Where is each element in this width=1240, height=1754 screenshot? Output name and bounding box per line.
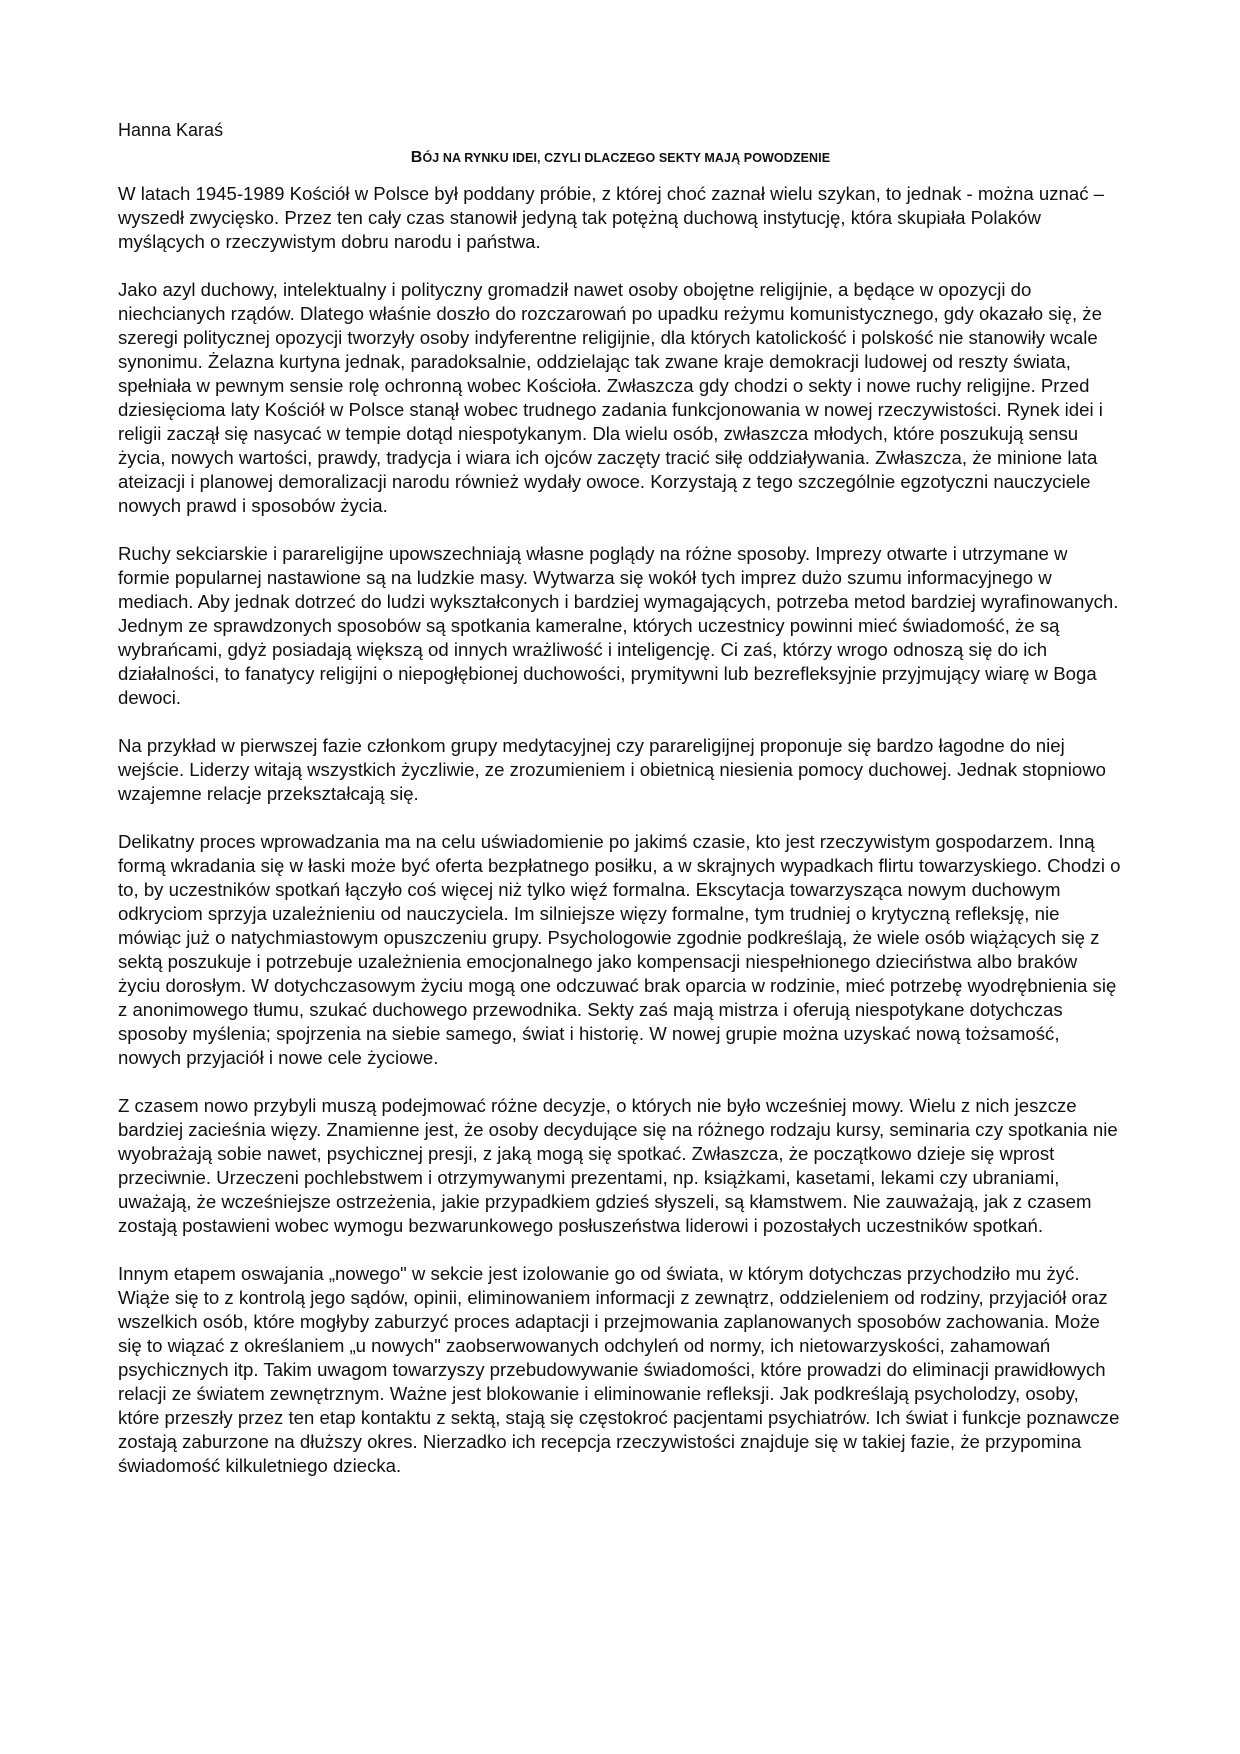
- author-name: Hanna Karaś: [118, 120, 224, 140]
- paragraph-6: Z czasem nowo przybyli muszą podejmować różne decyzje, o których nie było wcześniej mowy. Wielu z nich jeszcze bardziej zacieśnia więzy. Znamienne jest, że osoby decydujące się na różnego rodzaju kursy, seminaria czy spotkania nie wyobrażają sobie nawet, psychicznej presji, z jaką mogą się spotkać. Zwłaszcza, że początkowo dzieje się wprost przeciwnie. Urzeczeni pochlebstwem i otrzymywanymi prezentami, np. książkami, kasetami, lekami czy ubraniami, uważają, że wcześniejsze ostrzeżenia, jakie przypadkiem gdzieś słyszeli, są kłamstwem. Nie zauważają, jak z czasem zostają postawieni wobec wymogu bezwarunkowego posłuszeństwa liderowi i pozostałych uczestników spotkań.: [118, 1095, 1118, 1236]
- paragraph-7: Innym etapem oswajania „nowego" w sekcie jest izolowanie go od świata, w którym dotychczas przychodziło mu żyć. Wiąże się to z kontrolą jego sądów, opinii, eliminowaniem informacji z zewnątrz, oddzieleniem od rodziny, przyjaciół oraz wszelkich osób, które mogłyby zaburzyć proces adaptacji i przejmowania zaplanowanych sposobów zachowania. Może się to wiązać z określaniem „u nowych" zaobserwowanych odchyleń od normy, ich nietowarzyskości, zahamowań psychicznych itp. Takim uwagom towarzyszy przebudowywanie świadomości, które prowadzi do eliminacji prawidłowych relacji ze światem zewnętrznym. Ważne jest blokowanie i eliminowanie refleksji. Jak podkreślają psycholodzy, osoby, które przeszły przez ten etap kontaktu z sektą, stają się częstokroć pacjentami psychiatrów. Ich świat i funkcje poznawcze zostają zaburzone na dłuższy okres. Nierzadko ich recepcja rzeczywistości znajduje się w takiej fazie, że przypomina świadomość kilkuletniego dziecka.: [118, 1263, 1120, 1476]
- paragraph-5: Delikatny proces wprowadzania ma na celu uświadomienie po jakimś czasie, kto jest rzeczywistym gospodarzem. Inną formą wkradania się w łaski może być oferta bezpłatnego posiłku, a w skrajnych wypadkach flirtu towarzyskiego. Chodzi o to, by uczestników spotkań łączyło coś więcej niż tylko więź formalna. Ekscytacja towarzysząca nowym duchowym odkryciom sprzyja uzależnieniu od nauczyciela. Im silniejsze więzy formalne, tym trudniej o krytyczną refleksję, nie mówiąc już o natychmiastowym opuszczeniu grupy. Psychologowie zgodnie podkreślają, że wiele osób wiążących się z sektą poszukuje i potrzebuje uzależnienia emocjonalnego jako kompensacji niespełnionego dzieciństwa albo braków życiu dorosłym. W dotychczasowym życiu mogą one odczuwać brak oparcia w rodzinie, mieć potrzebę wyodrębnienia się z anonimowego tłumu, szukać duchowego przewodnika. Sekty zaś mają mistrza i oferują niespotykane dotychczas sposoby myślenia; spojrzenia na siebie samego, świat i historię. W nowej grupie można uzyskać nową tożsamość, nowych przyjaciół i nowe cele życiowe.: [118, 831, 1121, 1068]
- paragraph-1: W latach 1945-1989 Kościół w Polsce był poddany próbie, z której choć zaznał wielu szykan, to jednak - można uznać – wyszedł zwycięsko. Przez ten cały czas stanowił jedyną tak potężną duchową instytucję, która skupiała Polaków myślących o rzeczywistym dobru narodu i państwa.: [118, 183, 1104, 252]
- document-body: [118, 118, 1123, 1502]
- paragraph-2: Jako azyl duchowy, intelektualny i polityczny gromadził nawet osoby obojętne religijnie, a będące w opozycji do niechcianych rządów. Dlatego właśnie doszło do rozczarowań po upadku reżymu komunistycznego, gdy okazało się, że szeregi politycznej opozycji tworzyły osoby indyferentne religijnie, dla których katolickość i polskość nie stanowiły wcale synonimu. Żelazna kurtyna jednak, paradoksalnie, oddzielając tak zwane kraje demokracji ludowej od reszty świata, spełniała w pewnym sensie rolę ochronną wobec Kościoła. Zwłaszcza gdy chodzi o sekty i nowe ruchy religijne. Przed dziesięcioma laty Kościół w Polsce stanął wobec trudnego zadania funkcjonowania w nowej rzeczywistości. Rynek idei i religii zaczął się nasycać w tempie dotąd niespotykanym. Dla wielu osób, zwłaszcza młodych, które poszukują sensu życia, nowych wartości, prawdy, tradycja i wiara ich ojców zaczęty tracić siłę oddziaływania. Zwłaszcza, że minione lata ateizacji i planowej demoralizacji narodu również wydały owoce. Korzystają z tego szczególnie egzotyczni nauczyciele nowych prawd i sposobów życia.: [118, 279, 1103, 516]
- document-title: [118, 148, 1123, 168]
- title-first-letter: B: [410, 149, 423, 166]
- title-rest: ÓJ NA RYNKU IDEI, CZYLI DLACZEGO SEKTY MAJĄ POWODZENIE: [422, 151, 831, 165]
- paragraph-3: Ruchy sekciarskie i parareligijne upowszechniają własne poglądy na różne sposoby. Imprezy otwarte i utrzymane w formie popularnej nastawione są na ludzkie masy. Wytwarza się wokół tych imprez dużo szumu informacyjnego w mediach. Aby jednak dotrzeć do ludzi wykształconych i bardziej wymagających, potrzeba metod bardziej wyrafinowanych. Jednym ze sprawdzonych sposobów są spotkania kameralne, których uczestnicy powinni mieć świadomość, że są wybrańcami, gdyż posiadają większą od innych wrażliwość i inteligencję. Ci zaś, którzy wrogo odnoszą się do ich działalności, to fanatycy religijni o niepogłębionej duchowości, prymitywni lub bezrefleksyjnie przyjmujący wiarę w Boga dewoci.: [118, 543, 1119, 708]
- paragraph-4: Na przykład w pierwszej fazie członkom grupy medytacyjnej czy parareligijnej proponuje się bardzo łagodne do niej wejście. Liderzy witają wszystkich życzliwie, ze zrozumieniem i obietnicą niesienia pomocy duchowej. Jednak stopniowo wzajemne relacje przekształcają się.: [118, 735, 1106, 804]
